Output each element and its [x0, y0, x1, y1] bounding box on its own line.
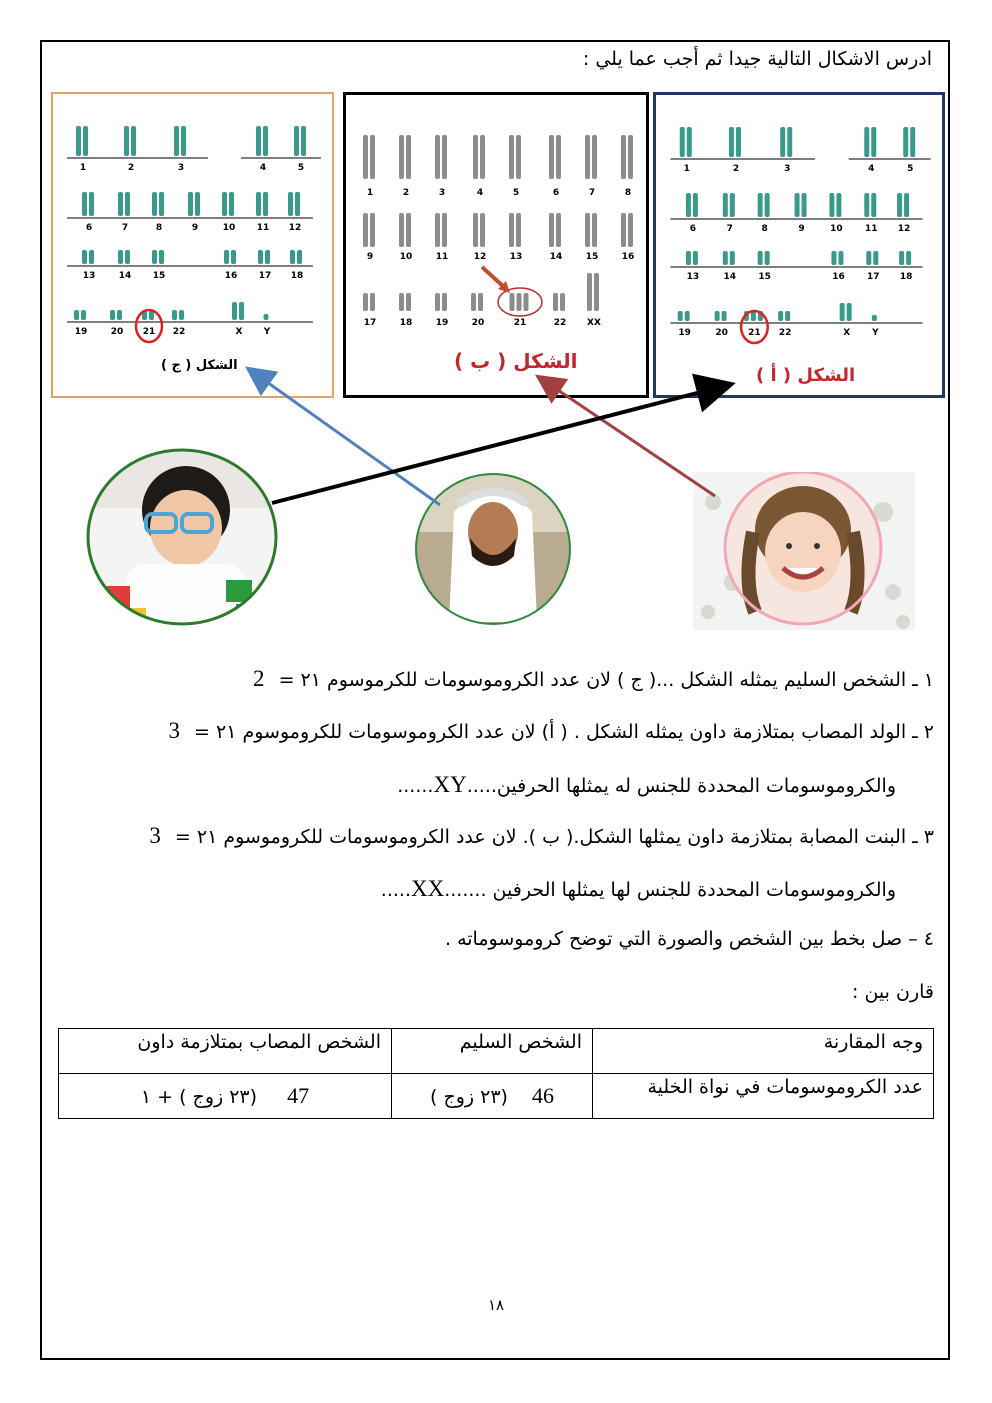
- b-label-17: 17: [363, 318, 377, 328]
- comparison-table: [58, 1028, 934, 1119]
- b-label-16: 16: [621, 252, 635, 262]
- b-label-18: 18: [399, 318, 413, 328]
- chromosome-label-3: 3: [177, 163, 185, 173]
- b-label-3: 3: [438, 188, 446, 198]
- chromosome-label-14: 14: [118, 271, 132, 281]
- healthy-note: (٢٣ زوج ): [430, 1086, 508, 1108]
- matching-arrows: [0, 0, 992, 700]
- b-label-5: 5: [512, 188, 520, 198]
- compare-title: قارن بين :: [852, 981, 934, 1003]
- chromosome-label-3: 3: [784, 164, 791, 174]
- b-label-10: 10: [399, 252, 413, 262]
- chromosome-label-10: 10: [222, 223, 236, 233]
- chromosome-label-7: 7: [726, 224, 733, 234]
- chromosome-label-19: 19: [678, 328, 691, 338]
- table-header-row: [59, 1029, 934, 1074]
- q3-answer: 3: [149, 823, 161, 848]
- chromosome-label-21: 21: [748, 328, 761, 338]
- chromosome-label-17: 17: [258, 271, 272, 281]
- chromosome-label-13: 13: [82, 271, 96, 281]
- chromosome-label-5: 5: [907, 164, 914, 174]
- chromosome-label-20: 20: [110, 327, 124, 337]
- chromosome-label-16: 16: [224, 271, 238, 281]
- b-label-13: 13: [509, 252, 523, 262]
- b-label-7: 7: [588, 188, 596, 198]
- row-label: عدد الكروموسومات في نواة الخلية: [593, 1074, 934, 1119]
- chromosome-label-14: 14: [723, 272, 737, 282]
- chromosome-label-6: 6: [689, 224, 697, 234]
- question-1: ١ ـ الشخص السليم يمثله الشكل ...( ج ) لان عدد الكروموسومات للكرموسوم ٢١ = 2: [253, 666, 934, 691]
- b-label-4: 4: [476, 188, 484, 198]
- chromosome-label-6: 6: [85, 223, 93, 233]
- question-2: ٢ ـ الولد المصاب بمتلازمة داون يمثله الشكل . ( أ) لان عدد الكروموسومات للكروموسوم ٢١ = 3: [168, 718, 934, 743]
- question-3b: والكروموسومات المحددة للجنس لها يمثلها الحرفين .......XX.....: [380, 876, 896, 901]
- q2b-answer: XY: [433, 772, 467, 797]
- figure-a-caption: الشكل ( أ ): [756, 365, 856, 386]
- chromosome-label-1: 1: [683, 164, 690, 174]
- header-down: الشخص المصاب بمتلازمة داون: [59, 1029, 392, 1074]
- chromosome-label-Y: Y: [263, 327, 271, 337]
- chromosome-label-7: 7: [121, 223, 129, 233]
- q3b-answer: XX: [410, 876, 445, 901]
- chromosome-label-22: 22: [778, 328, 792, 338]
- b-label-14: 14: [549, 252, 563, 262]
- down-num: 47: [287, 1083, 310, 1108]
- q2-answer: 3: [168, 718, 180, 743]
- figure-b-caption: الشكل ( ب ): [454, 349, 578, 373]
- instruction-text: ادرس الاشكال التالية جيدا ثم أجب عما يلي :: [582, 48, 932, 70]
- chromosome-label-19: 19: [74, 327, 88, 337]
- figure-c-caption: الشكل ( ج ): [161, 358, 238, 373]
- q1-answer: 2: [253, 666, 265, 691]
- chromosome-label-4: 4: [868, 164, 875, 174]
- chromosome-label-X: X: [843, 328, 851, 338]
- chromosome-label-12: 12: [897, 224, 911, 234]
- b-label-9: 9: [366, 252, 374, 262]
- chromosome-label-1: 1: [79, 163, 87, 173]
- chromosome-label-8: 8: [155, 223, 163, 233]
- chromosome-label-21: 21: [142, 327, 156, 337]
- chromosome-label-Y: Y: [872, 328, 879, 338]
- chromosome-label-13: 13: [686, 272, 700, 282]
- chromosome-label-18: 18: [290, 271, 304, 281]
- b-label-XX: XX: [587, 318, 601, 328]
- chromosome-label-12: 12: [288, 223, 302, 233]
- chromosome-label-15: 15: [758, 272, 771, 282]
- b-label-22: 22: [553, 318, 567, 328]
- question-2b: والكروموسومات المحددة للجنس له يمثلها الحرفين.....XY......: [397, 772, 896, 797]
- chromosome-label-9: 9: [798, 224, 805, 234]
- chromosome-label-10: 10: [830, 224, 843, 234]
- b-label-20: 20: [471, 318, 485, 328]
- down-note: (٢٣ زوج ) + ١: [140, 1086, 258, 1108]
- arrow-boy-to-a: [272, 385, 728, 503]
- chromosome-label-2: 2: [127, 163, 135, 173]
- b-label-15: 15: [585, 252, 599, 262]
- b-label-8: 8: [624, 188, 632, 198]
- healthy-cell: [392, 1074, 593, 1119]
- chromosome-label-18: 18: [899, 272, 913, 282]
- question-3: ٣ ـ البنت المصابة بمتلازمة داون يمثلها الشكل.( ب ). لان عدد الكروموسومات للكروموسوم ٢١ = 3: [149, 823, 934, 848]
- chromosome-label-17: 17: [867, 272, 880, 282]
- chromosome-label-4: 4: [259, 163, 267, 173]
- header-healthy: الشخص السليم: [392, 1029, 593, 1074]
- healthy-num: 46: [532, 1083, 554, 1108]
- chromosome-label-2: 2: [732, 164, 740, 174]
- chromosome-label-22: 22: [172, 327, 186, 337]
- b-label-11: 11: [435, 252, 449, 262]
- b-label-2: 2: [402, 188, 410, 198]
- table-row: [59, 1074, 934, 1119]
- chromosome-label-15: 15: [152, 271, 166, 281]
- chromosome-label-20: 20: [715, 328, 728, 338]
- chromosome-label-9: 9: [191, 223, 199, 233]
- b-label-19: 19: [435, 318, 449, 328]
- b-label-21: 21: [513, 318, 527, 328]
- chromosome-label-8: 8: [761, 224, 768, 234]
- b-label-1: 1: [366, 188, 374, 198]
- chromosome-label-11: 11: [256, 223, 270, 233]
- chromosome-label-5: 5: [297, 163, 305, 173]
- b-label-6: 6: [552, 188, 560, 198]
- page-number: ١٨: [487, 1296, 505, 1314]
- header-aspect: وجه المقارنة: [593, 1029, 934, 1074]
- down-cell: [59, 1074, 392, 1119]
- question-4: ٤ – صل بخط بين الشخص والصورة التي توضح كروموسوماته .: [445, 928, 934, 950]
- chromosome-label-16: 16: [832, 272, 845, 282]
- b-label-12: 12: [473, 252, 487, 262]
- chromosome-label-11: 11: [865, 224, 878, 234]
- chromosome-label-X: X: [235, 327, 243, 337]
